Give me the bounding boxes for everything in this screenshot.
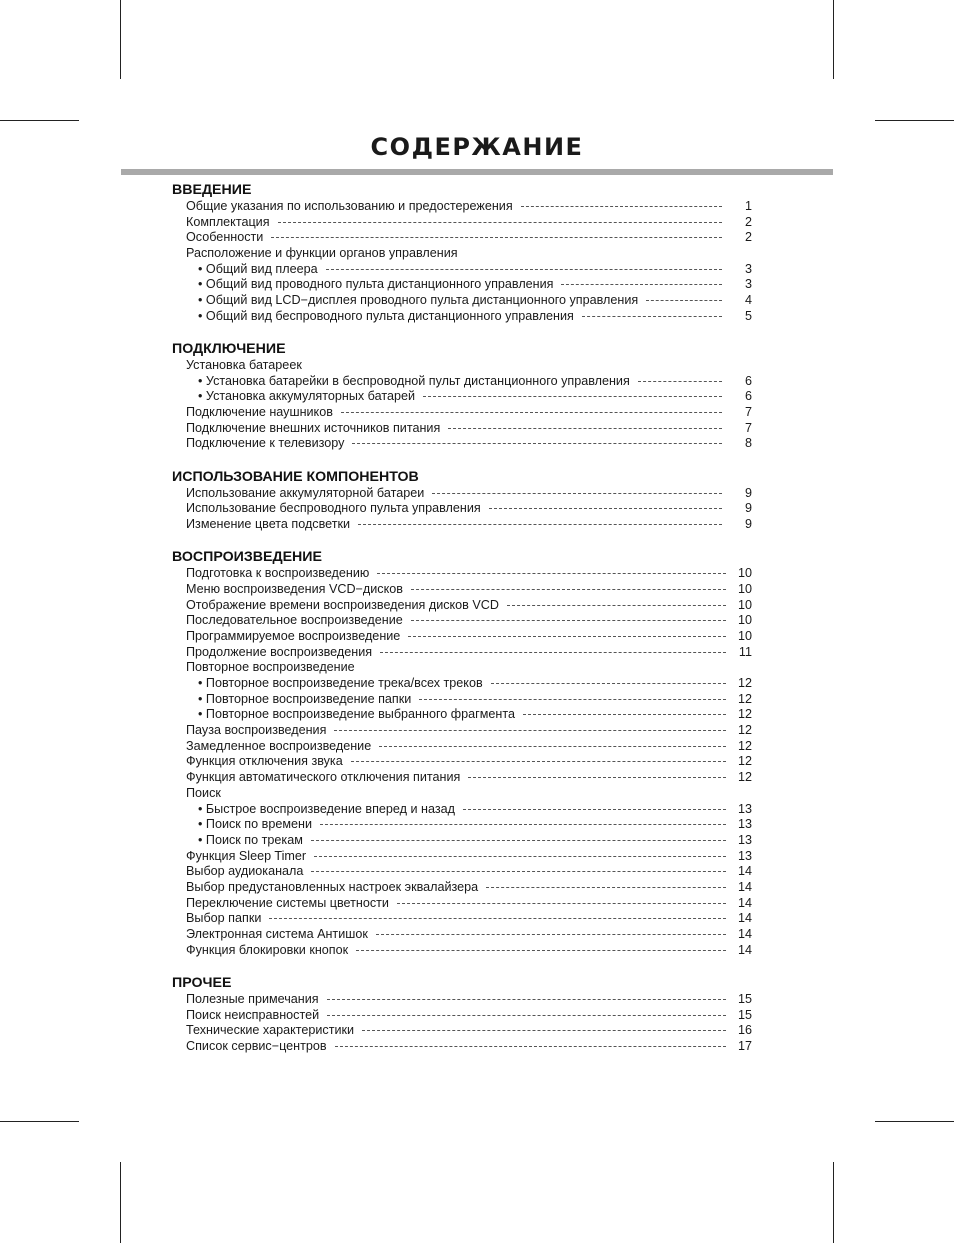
toc-entry-page: 12 [737,707,752,722]
dot-leader [379,745,726,747]
dot-leader [507,604,726,606]
toc-entry[interactable] [172,645,752,661]
dot-leader [638,380,722,382]
toc-entry-label: Продолжение воспроизведения [186,644,373,659]
title-underline [121,169,833,175]
toc-entry-label: Последовательное воспроизведение [186,613,403,628]
toc-entry[interactable] [172,309,752,325]
toc-entry[interactable] [172,517,752,533]
toc-entry[interactable] [172,770,752,786]
toc-entry-label: Использование беспроводного пульта управления [186,501,481,516]
toc-entry[interactable] [172,374,752,390]
toc-entry-page: 10 [737,628,752,643]
toc-entry-page: 13 [737,848,752,863]
toc-entry-page: 9 [744,485,752,500]
toc-entry-label: • Повторное воспроизведение трека/всех треков [198,676,483,690]
dot-leader [411,588,726,590]
toc-entry-page: 14 [737,895,752,910]
toc-entry-label: Выбор папки [186,911,262,926]
toc-entry-page: 8 [744,436,752,451]
toc-entry-page: 7 [744,405,752,420]
toc-entry-label: Особенности [186,230,264,245]
toc-entry-page: 10 [737,613,752,628]
toc-entry[interactable] [172,676,752,692]
toc-entry-page: 12 [737,770,752,785]
toc-entry[interactable] [172,358,752,374]
toc-section [172,182,752,325]
toc-entry-page: 12 [737,676,752,690]
toc-entry[interactable] [172,582,752,598]
toc-entry-label: Выбор предустановленных настроек эквалайзера [186,879,479,894]
toc-entry-label: Функция Sleep Timer [186,848,307,863]
toc-entry-page: 10 [737,597,752,612]
toc-entry-label: Переключение системы цветности [186,895,389,910]
toc-entry-label: • Установка аккумуляторных батарей [198,389,416,404]
toc-entry-label: Отображение времени воспроизведения дисков VCD [186,597,499,612]
toc-entry-label: Комплектация [186,214,270,229]
toc-entry[interactable] [172,215,752,231]
crop-mark [120,0,121,79]
toc-entry-page: 16 [737,1023,752,1038]
toc-entry-page: 10 [737,581,752,596]
dot-leader [561,283,722,285]
toc-entry-page: 1 [744,199,752,213]
dot-leader [335,1045,726,1047]
toc-entry-label: Выбор аудиоканала [186,864,304,879]
toc-entry-page: 14 [737,927,752,941]
dot-leader [376,933,726,935]
toc-entry-label: • Общий вид беспроводного пульта дистанционного управления [198,308,574,323]
toc-section [172,975,752,1055]
toc-entry[interactable] [172,943,752,959]
toc-entry-page: 15 [737,1007,752,1022]
toc-entry[interactable] [172,880,752,896]
toc-entry[interactable] [172,598,752,614]
dot-leader [351,760,726,762]
dot-leader [582,315,722,317]
toc-entry[interactable] [172,817,752,833]
toc-entry-label: Подключение к телевизору [186,436,345,451]
toc-entry-label: Замедленное воспроизведение [186,738,372,753]
toc-entry-page: 7 [744,420,752,435]
toc-entry[interactable] [172,692,752,708]
toc-entry[interactable] [172,786,752,802]
toc-entry-label: Меню воспроизведения VCD−дисков [186,581,403,596]
toc-entry-page: 12 [737,738,752,753]
toc-entry[interactable] [172,833,752,849]
toc-entry-page: 12 [737,691,752,706]
dot-leader [311,870,726,872]
dot-leader [311,839,726,841]
crop-mark [0,120,79,121]
dot-leader [423,395,722,397]
toc-entry[interactable] [172,896,752,912]
toc-entry-label: Поиск [186,785,221,800]
toc-entry-page: 13 [737,832,752,847]
toc-entry-label: Функция блокировки кнопок [186,942,349,957]
dot-leader [419,698,726,700]
toc-entry-label: Изменение цвета подсветки [186,517,351,531]
dot-leader [269,917,726,919]
toc-entry-page: 6 [744,389,752,404]
dot-leader [411,619,726,621]
toc-entry[interactable] [172,1039,752,1055]
toc-entry[interactable] [172,1023,752,1039]
toc-entry[interactable] [172,262,752,278]
toc-entry-page: 2 [744,214,752,229]
toc-entry-label: Функция автоматического отключения питания [186,770,461,785]
toc-entry[interactable] [172,277,752,293]
toc-section [172,341,752,452]
toc-entry[interactable] [172,501,752,517]
toc-entry-label: Подключение наушников [186,405,333,420]
toc-entry-page: 13 [737,801,752,816]
toc-entry-label: Список сервис−центров [186,1038,327,1053]
toc-entry-page: 10 [737,566,752,581]
toc-entry-page: 5 [744,308,752,323]
crop-mark [833,0,834,79]
toc-entry[interactable] [172,927,752,943]
toc-entry[interactable] [172,486,752,502]
dot-leader [358,523,722,525]
toc-entry[interactable] [172,199,752,215]
toc-entry-label: Использование аккумуляторной батареи [186,485,425,500]
dot-leader [356,949,726,951]
crop-mark [875,120,954,121]
toc-entry-page: 12 [737,723,752,738]
dot-leader [327,998,726,1000]
crop-mark [0,1121,79,1122]
toc-entry[interactable] [172,849,752,865]
dot-leader [327,1014,726,1016]
toc-entry-label: Повторное воспроизведение [186,660,355,675]
dot-leader [468,776,726,778]
toc-entry-page: 2 [744,230,752,245]
toc-entry[interactable] [172,613,752,629]
toc-entry[interactable] [172,230,752,246]
dot-leader [377,572,726,574]
dot-leader [326,268,722,270]
toc-entry-label: • Поиск по времени [198,817,312,832]
toc-entry-label: Функция отключения звука [186,754,343,769]
dot-leader [408,635,726,637]
section-heading: ВВЕДЕНИЕ [172,182,252,198]
toc-entry[interactable] [172,436,752,452]
page-title: СОДЕРЖАНИЕ [370,133,584,161]
section-heading: ВОСПРОИЗВЕДЕНИЕ [172,549,322,566]
dot-leader [341,411,722,413]
dot-leader [463,808,726,810]
dot-leader [491,682,726,684]
toc-entry-label: Электронная система Антишок [186,927,368,941]
toc-entry[interactable] [172,660,752,676]
toc-entry[interactable] [172,707,752,723]
toc-entry-page: 4 [744,293,752,308]
toc-entry-label: Технические характеристики [186,1023,355,1038]
toc-entry-page: 14 [737,911,752,926]
toc-entry-label: • Общий вид LCD−дисплея проводного пульта дистанционного управления [198,293,639,308]
toc-entry-label: • Повторное воспроизведение папки [198,691,412,706]
toc-entry-label: Расположение и функции органов управления [186,246,458,261]
toc-entry-page: 17 [737,1038,752,1053]
toc-entry[interactable] [172,723,752,739]
toc-entry-page: 3 [744,261,752,276]
toc-entry[interactable] [172,389,752,405]
toc-entry-label: Подключение внешних источников питания [186,420,441,435]
dot-leader [646,299,722,301]
dot-leader [489,507,722,509]
toc-entry-page: 14 [737,879,752,894]
toc-entry[interactable] [172,1008,752,1024]
toc-entry[interactable] [172,246,752,262]
dot-leader [278,221,722,223]
dot-leader [314,855,726,857]
dot-leader [448,427,722,429]
dot-leader [397,902,726,904]
toc-section [172,549,752,958]
toc-entry-page: 6 [744,373,752,388]
section-heading: ПРОЧЕЕ [172,974,232,991]
dot-leader [432,492,722,494]
toc-entry-page: 3 [744,277,752,292]
dot-leader [362,1029,726,1031]
toc-entry-label: Поиск неисправностей [186,1007,320,1022]
toc-entry[interactable] [172,421,752,437]
dot-leader [486,886,726,888]
toc-entry[interactable] [172,864,752,880]
toc-entry-label: Полезные примечания [186,991,319,1006]
toc-entry-label: • Общий вид плеера [198,261,318,276]
toc-entry[interactable] [172,566,752,582]
toc-entry-page: 11 [738,644,752,659]
dot-leader [521,205,722,207]
toc-entry-page: 12 [737,754,752,769]
toc-entry[interactable] [172,739,752,755]
toc-entry[interactable] [172,293,752,309]
toc-entry-page: 9 [744,501,752,516]
dot-leader [271,236,722,238]
toc-entry-label: • Быстрое воспроизведение вперед и назад [198,801,455,816]
toc-entry[interactable] [172,629,752,645]
toc-entry-label: • Общий вид проводного пульта дистанционного управления [198,277,554,292]
toc-entry-page: 14 [737,864,752,879]
toc-entry-page: 13 [737,817,752,832]
toc-entry[interactable] [172,802,752,818]
section-heading: ИСПОЛЬЗОВАНИЕ КОМПОНЕНТОВ [172,468,419,485]
toc-entry-label: Установка батареек [186,358,302,372]
dot-leader [320,823,726,825]
section-heading: ПОДКЛЮЧЕНИЕ [172,341,286,357]
crop-mark [120,1162,121,1243]
toc-entry-page: 15 [737,991,752,1006]
toc-entry[interactable] [172,992,752,1008]
toc-entry-page: 14 [737,942,752,957]
toc-entry[interactable] [172,405,752,421]
dot-leader [334,729,726,731]
toc-entry-label: Пауза воспроизведения [186,723,327,738]
toc-entry-label: Программируемое воспроизведение [186,628,401,643]
toc-entry-label: Подготовка к воспроизведению [186,566,370,581]
dot-leader [523,713,726,715]
toc-entry-label: • Установка батарейки в беспроводной пульт дистанционного управления [198,373,630,388]
dot-leader [380,651,726,653]
table-of-contents [172,182,752,1071]
crop-mark [875,1121,954,1122]
toc-entry[interactable] [172,911,752,927]
toc-entry-label: • Повторное воспроизведение выбранного фрагмента [198,707,515,722]
toc-section [172,469,752,533]
toc-entry-page: 9 [744,517,752,531]
toc-entry-label: • Поиск по трекам [198,832,303,847]
toc-entry[interactable] [172,754,752,770]
dot-leader [352,442,722,444]
toc-entry-label: Общие указания по использованию и предостережения [186,199,513,213]
crop-mark [833,1162,834,1243]
